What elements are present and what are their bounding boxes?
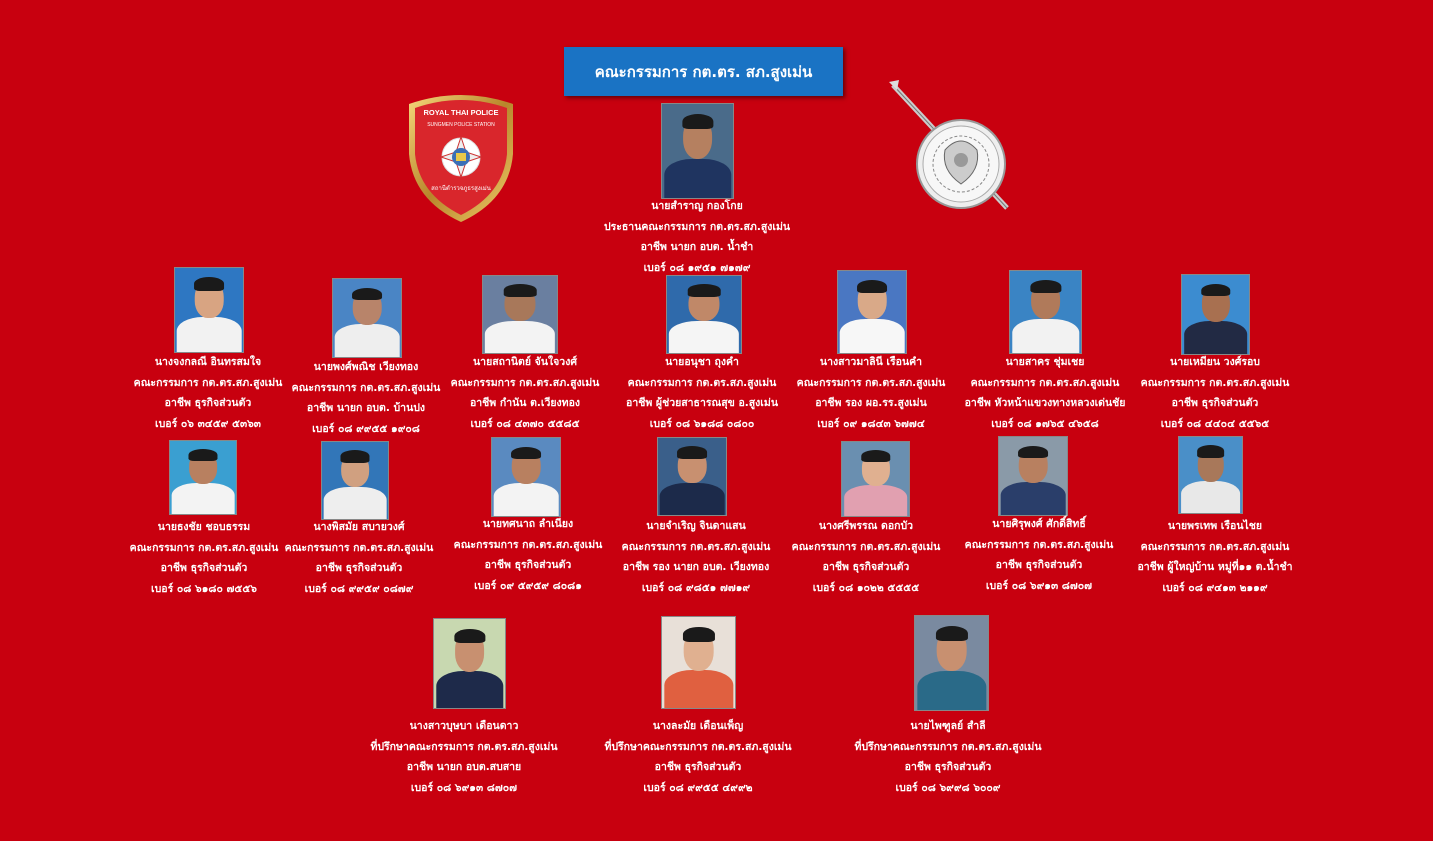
member-phone: เบอร์ ๐๘ ๖๙๙๘ ๖๐๐๙ bbox=[895, 781, 1001, 794]
member-name: นายสำราญ กองโกย bbox=[651, 200, 743, 212]
member-role: คณะกรรมการ กต.ตร.สภ.สูงเม่น bbox=[129, 541, 279, 554]
member-job: อาชีพ นายก อบต. น้ำชำ bbox=[640, 241, 754, 253]
member-info bbox=[604, 196, 790, 278]
member-phone: เบอร์ ๐๘ ๖๙๑๓ ๘๗๐๗ bbox=[410, 781, 518, 794]
member-photo bbox=[1009, 270, 1082, 354]
member-info bbox=[965, 352, 1126, 434]
member-role: ที่ปรึกษาคณะกรรมการ กต.ตร.สภ.สูงเม่น bbox=[370, 740, 558, 753]
member-photo bbox=[841, 441, 910, 517]
member-info bbox=[854, 716, 1041, 798]
member-info bbox=[792, 516, 941, 598]
member-name: นายสาคร ชุ่มเชย bbox=[1005, 356, 1085, 368]
member-name: นายอนุชา ถุงคำ bbox=[665, 356, 739, 368]
member-info bbox=[285, 517, 434, 599]
member-name: นายธงชัย ชอบธรรม bbox=[157, 521, 251, 533]
member-name: นางละมัย เดือนเพ็ญ bbox=[652, 720, 744, 732]
member-phone: เบอร์ ๐๘ ๙๙๕๕ ๔๙๙๒ bbox=[643, 781, 753, 794]
member-photo bbox=[491, 437, 561, 517]
logo-line1: ROYAL THAI POLICE bbox=[423, 108, 499, 117]
member-job: อาชีพ ผู้ใหญ่บ้าน หมู่ที่๑๑ ต.น้ำชำ bbox=[1137, 561, 1293, 573]
member-job: อาชีพ ธุรกิจส่วนตัว bbox=[904, 761, 992, 773]
member-name: นายพรเทพ เรือนไชย bbox=[1167, 520, 1263, 532]
member-role: คณะกรรมการ กต.ตร.สภ.สูงเม่น bbox=[133, 376, 283, 389]
member-job: อาชีพ ธุรกิจส่วนตัว bbox=[484, 559, 572, 571]
member-name: นางสาวบุษบา เดือนดาว bbox=[409, 720, 519, 732]
member-role: คณะกรรมการ กต.ตร.สภ.สูงเม่น bbox=[450, 376, 600, 389]
member-job: อาชีพ ธุรกิจส่วนตัว bbox=[822, 561, 910, 573]
member-name: นายทศนาถ ลำเนียง bbox=[482, 518, 574, 530]
member-job: อาชีพ ธุรกิจส่วนตัว bbox=[995, 559, 1083, 571]
member-job: อาชีพ รอง นายก อบต. เวียงทอง bbox=[622, 561, 770, 573]
member-role: คณะกรรมการ กต.ตร.สภ.สูงเม่น bbox=[970, 376, 1120, 389]
member-role: คณะกรรมการ กต.ตร.สภ.สูงเม่น bbox=[291, 381, 441, 394]
member-phone: เบอร์ ๐๘ ๖๙๑๓ ๘๗๐๗ bbox=[985, 579, 1093, 592]
member-info bbox=[451, 352, 600, 434]
member-phone: เบอร์ ๐๘ ๖๑๘๘ ๐๘๐๐ bbox=[649, 417, 755, 430]
member-job: อาชีพ รอง ผอ.รร.สูงเม่น bbox=[815, 397, 927, 409]
member-role: คณะกรรมการ กต.ตร.สภ.สูงเม่น bbox=[964, 538, 1114, 551]
member-phone: เบอร์ ๐๘ ๑๐๒๒ ๕๕๕๕ bbox=[812, 581, 920, 594]
member-photo bbox=[174, 267, 244, 353]
member-info bbox=[1141, 352, 1290, 434]
member-phone: เบอร์ ๐๘ ๑๗๖๕ ๔๖๕๘ bbox=[991, 417, 1099, 430]
member-photo bbox=[433, 618, 506, 709]
member-role: คณะกรรมการ กต.ตร.สภ.สูงเม่น bbox=[1140, 376, 1290, 389]
member-name: นายจำเริญ จินดาแสน bbox=[646, 520, 746, 532]
member-job: อาชีพ นายก อบต. บ้านปง bbox=[306, 402, 426, 414]
member-name: นายไพฑูลย์ สำลี bbox=[910, 720, 986, 732]
member-phone: เบอร์ ๐๘ ๙๙๕๕ ๑๙๐๘ bbox=[312, 422, 420, 435]
member-job: อาชีพ หัวหน้าแขวงทางหลวงเด่นชัย bbox=[964, 397, 1126, 409]
member-phone: เบอร์ ๐๘ ๖๑๘๐ ๗๕๕๖ bbox=[151, 582, 257, 595]
member-photo bbox=[914, 615, 989, 711]
member-info bbox=[292, 357, 441, 439]
member-photo bbox=[661, 103, 734, 199]
member-info bbox=[1137, 516, 1292, 598]
member-phone: เบอร์ ๐๙ ๕๙๕๙ ๘๐๘๑ bbox=[474, 579, 582, 592]
member-job: อาชีพ ผู้ช่วยสาธารณสุข อ.สูงเม่น bbox=[626, 397, 778, 409]
member-role: คณะกรรมการ กต.ตร.สภ.สูงเม่น bbox=[453, 538, 603, 551]
member-role: ที่ปรึกษาคณะกรรมการ กต.ตร.สภ.สูงเม่น bbox=[604, 740, 792, 753]
member-info bbox=[965, 514, 1114, 596]
member-photo bbox=[657, 437, 727, 516]
member-job: อาชีพ กำนัน ต.เวียงทอง bbox=[469, 397, 581, 409]
member-photo bbox=[332, 278, 402, 358]
member-role: คณะกรรมการ กต.ตร.สภ.สูงเม่น bbox=[1140, 540, 1290, 553]
member-info bbox=[454, 514, 603, 596]
member-role: คณะกรรมการ กต.ตร.สภ.สูงเม่น bbox=[627, 376, 777, 389]
member-phone: เบอร์ ๐๘ ๙๔๑๓ ๒๑๑๙ bbox=[1162, 581, 1268, 594]
member-name: นางจงกลณี อินทรสมใจ bbox=[154, 356, 262, 368]
member-name: นางศรีพรรณ ดอกบัว bbox=[818, 520, 914, 532]
member-name: นางสาวมาลินี เรือนคำ bbox=[819, 356, 923, 368]
member-photo bbox=[661, 616, 736, 709]
member-job: อาชีพ ธุรกิจส่วนตัว bbox=[1171, 397, 1259, 409]
member-photo bbox=[482, 275, 558, 354]
member-info bbox=[626, 352, 778, 434]
member-role: คณะกรรมการ กต.ตร.สภ.สูงเม่น bbox=[796, 376, 946, 389]
member-role: ที่ปรึกษาคณะกรรมการ กต.ตร.สภ.สูงเม่น bbox=[854, 740, 1042, 753]
member-name: นายสถานิตย์ จันใจวงศ์ bbox=[472, 356, 577, 368]
member-photo bbox=[998, 436, 1068, 516]
page-title: คณะกรรมการ กต.ตร. สภ.สูงเม่น bbox=[564, 47, 843, 96]
member-info bbox=[130, 517, 279, 599]
member-name: นายพงศ์พณิช เวียงทอง bbox=[313, 361, 419, 373]
member-photo bbox=[169, 440, 237, 515]
member-job: อาชีพ ธุรกิจส่วนตัว bbox=[164, 397, 252, 409]
member-info bbox=[370, 716, 557, 798]
member-phone: เบอร์ ๐๘ ๙๘๕๑ ๗๗๑๙ bbox=[641, 581, 751, 594]
member-role: ประธานคณะกรรมการ กต.ตร.สภ.สูงเม่น bbox=[603, 220, 791, 233]
member-info bbox=[604, 716, 791, 798]
member-photo bbox=[321, 441, 389, 520]
member-name: นายเหมียน วงศ์รอบ bbox=[1170, 356, 1260, 368]
member-photo bbox=[837, 270, 907, 354]
logo-line3: สถานีตำรวจภูธรสูงเม่น bbox=[431, 185, 491, 192]
member-phone: เบอร์ ๐๘ ๔๔๐๔ ๕๕๖๕ bbox=[1160, 417, 1270, 430]
royal-emblem-logo bbox=[885, 80, 1017, 215]
member-role: คณะกรรมการ กต.ตร.สภ.สูงเม่น bbox=[791, 540, 941, 553]
member-phone: เบอร์ ๐๙ ๑๘๔๓ ๖๗๗๔ bbox=[817, 417, 925, 430]
logo-line2: SUNGMEN POLICE STATION bbox=[427, 122, 495, 128]
member-photo bbox=[1181, 274, 1250, 355]
member-name: นางพิสมัย สบายวงศ์ bbox=[313, 521, 405, 533]
member-photo bbox=[666, 275, 742, 354]
member-info bbox=[134, 352, 283, 434]
member-job: อาชีพ ธุรกิจส่วนตัว bbox=[160, 562, 248, 574]
member-phone: เบอร์ ๐๘ ๑๙๕๑ ๗๑๗๙ bbox=[643, 261, 751, 274]
member-role: คณะกรรมการ กต.ตร.สภ.สูงเม่น bbox=[284, 541, 434, 554]
police-shield-logo bbox=[405, 92, 517, 224]
member-phone: เบอร์ ๐๖ ๓๔๕๙ ๕๓๖๓ bbox=[155, 417, 261, 430]
member-info bbox=[622, 516, 771, 598]
member-phone: เบอร์ ๐๘ ๙๙๕๙ ๐๘๗๙ bbox=[304, 582, 414, 595]
member-name: นายศิรุพงศ์ ศักดิ์สิทธิ์ bbox=[992, 518, 1086, 530]
member-info bbox=[797, 352, 946, 434]
member-job: อาชีพ ธุรกิจส่วนตัว bbox=[654, 761, 742, 773]
member-photo bbox=[1178, 436, 1243, 514]
member-phone: เบอร์ ๐๘ ๔๓๗๐ ๕๕๘๕ bbox=[470, 417, 580, 430]
member-job: อาชีพ นายก อบต.สบสาย bbox=[406, 761, 522, 773]
member-role: คณะกรรมการ กต.ตร.สภ.สูงเม่น bbox=[621, 540, 771, 553]
member-job: อาชีพ ธุรกิจส่วนตัว bbox=[315, 562, 403, 574]
